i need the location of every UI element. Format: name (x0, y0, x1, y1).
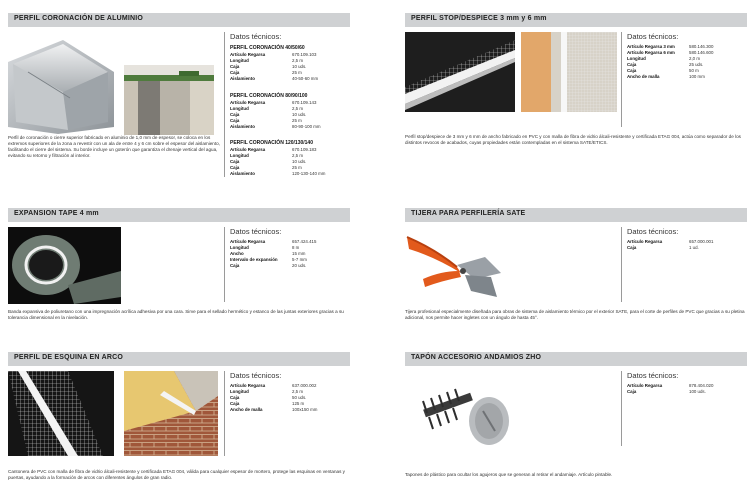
product-photo-scissors (405, 227, 515, 305)
spec-label: Ancho (230, 251, 244, 256)
spec-value: 125 m (292, 401, 305, 406)
spec-value: 657.000.001 (689, 239, 714, 244)
technical-data-title: Datos técnicos: (230, 227, 282, 236)
section-title: PERFIL STOP/DESPIECE 3 mm y 6 mm (411, 15, 547, 22)
spec-label: Artículo Regarsa 3 mm (627, 44, 675, 49)
spec-value: 25 m (292, 165, 302, 170)
spec-value: 25 m (292, 118, 302, 123)
section-title: PERFIL DE ESQUINA EN ARCO (14, 354, 123, 361)
section-header (405, 208, 747, 222)
spec-label: Artículo Regarsa (230, 100, 266, 105)
spec-label: Artículo Regarsa (230, 383, 266, 388)
spec-value: 50 uds. (292, 395, 307, 400)
spec-label: Caja (230, 401, 240, 406)
divider-line (224, 227, 225, 302)
spec-value: 670.109.143 (292, 100, 317, 105)
spec-value: 2,0 m (689, 56, 700, 61)
section-title: TIJERA PARA PERFILERÍA SATE (411, 210, 526, 217)
spec-value: 5-7 mm (292, 257, 307, 262)
spec-value: 2,5 m (292, 153, 303, 158)
section-title: TAPÓN ACCESORIO ANDAMIOS ZHO (411, 354, 542, 361)
spec-value: 40-50-60 mm (292, 76, 319, 81)
spec-label: Caja (230, 64, 240, 69)
spec-label: Caja (230, 165, 240, 170)
product-description: Cantonera de PVC con malla de fibra de vidrio álcali-resistente y certificada ETAG 004, válida para cualquier espesor de mortero, protege las esquinas en ventanas y puertas, ayudando a la formación de arcos con diferentes ángulos de gran radio. (8, 469, 345, 480)
spec-value: 2,5 m (292, 106, 303, 111)
product-photo-stop-installed (521, 32, 617, 112)
spec-label: Longitud (230, 245, 249, 250)
spec-label: Artículo Regarsa 6 mm (627, 50, 675, 55)
spec-label: Ancho de malla (627, 74, 660, 79)
spec-value: 80-90-100 mm (292, 124, 321, 129)
spec-label: Caja (627, 62, 637, 67)
group-title: PERFIL CORONACIÓN 40/50/60 (230, 45, 305, 51)
spec-label: Caja (627, 389, 637, 394)
spec-value: 10 uds. (292, 112, 307, 117)
spec-value: 100 uds. (689, 389, 706, 394)
spec-label: Aislamiento (230, 124, 255, 129)
product-photo-corner-installed (124, 371, 218, 456)
spec-value: 120-130-140 mm (292, 171, 326, 176)
spec-value: 657.424.415 (292, 239, 317, 244)
section-title: EXPANSION TAPE 4 mm (14, 210, 99, 217)
spec-label: Caja (230, 395, 240, 400)
product-description: Perfil de coronación o cierre superior fabricado en aluminio de 1,0 mm de espesor, se coloca en los extremos superiores de la zona a revestir con un ala de entre 4 y 6 cm sobre el espesor del aislamiento, facilitando el cierre del sistema. Su borde incluye un goterón que garantiza el drenaje vertical del agua, evitando su retorno y filtración al interior. (8, 135, 220, 158)
spec-label: Longitud (627, 56, 646, 61)
spec-value: 10 uds. (292, 64, 307, 69)
section-header (8, 208, 350, 222)
group-title: PERFIL CORONACIÓN 80/90/100 (230, 93, 308, 99)
divider-line (621, 32, 622, 127)
section-header (8, 352, 350, 366)
section-header (405, 352, 747, 366)
spec-label: Caja (230, 118, 240, 123)
spec-value: 670.109.103 (292, 52, 317, 57)
technical-data-title: Datos técnicos: (627, 371, 679, 380)
group-title: PERFIL CORONACIÓN 120/130/140 (230, 140, 313, 146)
divider-line (621, 227, 622, 302)
spec-label: Caja (230, 159, 240, 164)
product-photo-corner-profile (8, 371, 114, 456)
product-photo-installed-profile (124, 65, 214, 135)
product-description: Perfil stop/despiece de 3 mm y 6 mm de ancho fabricado en PVC y con malla de fibra de vidrio álcali-resistente y certificada ETAG 004, actúa como separador de los distintos revocos de acabados, cuyas propiedades están contempladas en el sistema SATE/ETICS. (405, 134, 741, 145)
technical-data-title: Datos técnicos: (230, 32, 282, 41)
technical-data-title: Datos técnicos: (230, 371, 282, 380)
spec-label: Aislamiento (230, 171, 255, 176)
spec-label: Artículo Regarsa (627, 383, 663, 388)
spec-label: Longitud (230, 153, 249, 158)
spec-label: Longitud (230, 58, 249, 63)
spec-label: Aislamiento (230, 76, 255, 81)
spec-value: 670.109.183 (292, 147, 317, 152)
spec-value: 50 m (689, 68, 699, 73)
product-description: Banda expansiva de poliuretano con una impregnación acrílica adhesiva por una cara. Sirve para el sellado hermético y estanco de las juntas exteriores gracias a su tolerancia dimensional en la nivelación. (8, 309, 344, 320)
product-photo-scaffold-plug (405, 371, 515, 459)
spec-label: Intervalo de expansión (230, 257, 278, 262)
spec-label: Ancho de malla (230, 407, 263, 412)
spec-label: Longitud (230, 389, 249, 394)
spec-value: 580.146.300 (689, 44, 714, 49)
spec-label: Artículo Regarsa (627, 239, 663, 244)
spec-label: Caja (627, 245, 637, 250)
spec-label: Caja (627, 68, 637, 73)
section-expansion-tape (8, 208, 350, 326)
spec-value: 637.000.002 (292, 383, 317, 388)
section-tijera (405, 208, 747, 328)
technical-data-title: Datos técnicos: (627, 227, 679, 236)
section-header (405, 13, 747, 27)
spec-value: 15 mm (292, 251, 306, 256)
spec-label: Longitud (230, 106, 249, 111)
section-perfil-coronacion (8, 13, 350, 178)
divider-line (224, 32, 225, 177)
product-description: Tijera profesional especialmente diseñada para obras de sistema de aislamiento térmico por el exterior SATE, para el corte de perfiles de PVC que gracias a su pletina adicional, nos permite hacer ingletes con un ángulo de hasta 45°. (405, 309, 745, 320)
section-title: PERFIL CORONACIÓN DE ALUMINIO (14, 15, 144, 22)
spec-value: 580.146.600 (689, 50, 714, 55)
divider-line (621, 371, 622, 446)
spec-label: Artículo Regarsa (230, 239, 266, 244)
spec-label: Caja (230, 263, 240, 268)
spec-value: 100x150 mm (292, 407, 318, 412)
spec-label: Caja (230, 70, 240, 75)
spec-value: 25 uds. (689, 62, 704, 67)
section-tapon-andamios (405, 352, 747, 482)
spec-value: 20 uds. (292, 263, 307, 268)
section-header (8, 13, 350, 27)
spec-value: 8 m (292, 245, 300, 250)
divider-line (224, 371, 225, 456)
spec-value: 2,5 m (292, 58, 303, 63)
spec-value: 2,5 m (292, 389, 303, 394)
section-perfil-esquina (8, 352, 350, 482)
spec-label: Artículo Regarsa (230, 147, 266, 152)
spec-value: 1 ud. (689, 245, 699, 250)
spec-value: 10 uds. (292, 159, 307, 164)
product-photo-expansion-tape (8, 227, 121, 304)
product-photo-aluminium-profile (8, 32, 114, 134)
spec-label: Caja (230, 112, 240, 117)
product-description: Tapones de plástico para ocultar los agujeros que se generan al retirar el andamiaje. Artículo pintable. (405, 472, 613, 477)
spec-value: 100 mm (689, 74, 705, 79)
technical-data-title: Datos técnicos: (627, 32, 679, 41)
spec-value: 878.404.020 (689, 383, 714, 388)
spec-label: Artículo Regarsa (230, 52, 266, 57)
spec-value: 25 m (292, 70, 302, 75)
section-perfil-stop (405, 13, 747, 153)
product-photo-stop-profile (405, 32, 515, 112)
